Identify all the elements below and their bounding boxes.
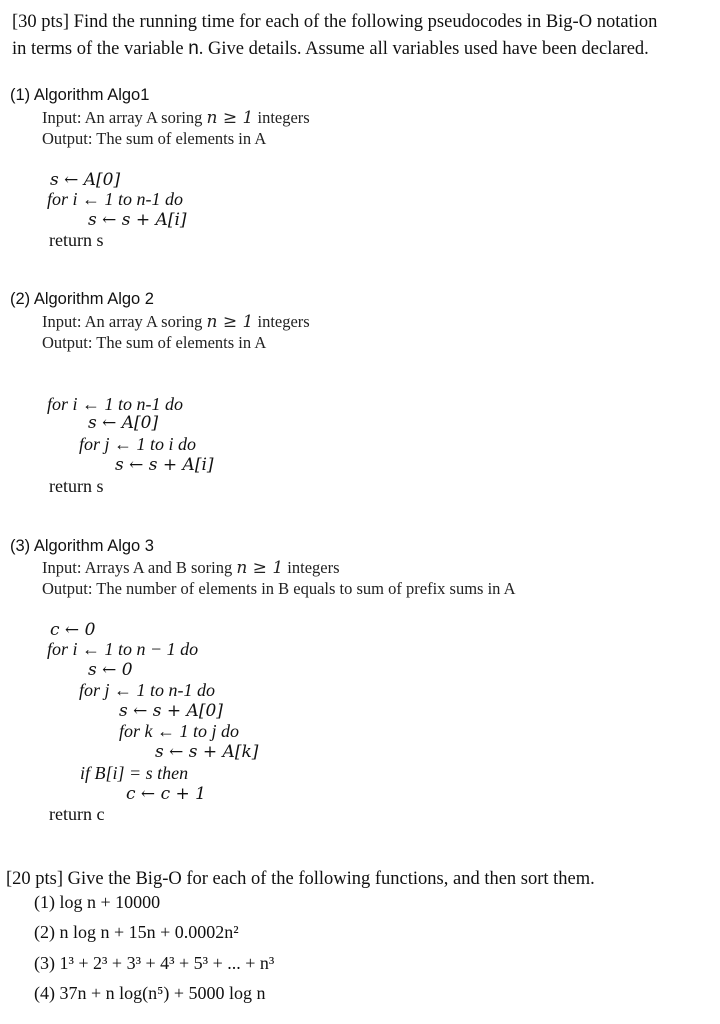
algo2-input-suffix: integers [253, 312, 310, 331]
function-item-4: (4) 37n + n log(n⁵) + 5000 log n [34, 983, 266, 1003]
algo3-input-suffix: integers [283, 558, 340, 577]
question-intro-line1: [30 pts] Find the running time for each of the following pseudocodes in Big-O notation [12, 12, 658, 32]
algo1-line-3: s ← s + A[i] [88, 210, 187, 230]
algo1-line-1: s ← A[0] [50, 170, 121, 190]
algo1-line-4: return s [49, 230, 104, 250]
algo2-input [42, 312, 310, 332]
algo2-line-1: for i ← 1 to n-1 do [47, 394, 184, 414]
algo3-line-3: s ← 0 [88, 660, 133, 680]
algo1-input-prefix: Input: An array A soring [42, 108, 207, 127]
algo2-heading: (2) Algorithm Algo 2 [10, 290, 154, 308]
function-item-3: (3) 1³ + 2³ + 3³ + 4³ + 5³ + ... + n³ [34, 953, 275, 973]
algo2-input-prefix: Input: An array A soring [42, 312, 207, 331]
algo2-line-3: for j ← 1 to i do [79, 434, 197, 454]
algo1-input-suffix: integers [253, 108, 310, 127]
algo3-line-1: c ← 0 [50, 620, 96, 640]
algo3-line-8: if B[i] = s then [80, 763, 189, 783]
algo2-output: Output: The sum of elements in A [42, 333, 267, 352]
algo3-line-7: s ← s + A[k] [155, 742, 259, 762]
algo1-input [42, 108, 310, 128]
intro-line2-suffix: . Give details. Assume all variables used have been declared. [198, 39, 649, 59]
algo3-input [42, 558, 340, 578]
function-item-1: (1) log n + 10000 [34, 892, 161, 912]
algo2-line-2: s ← A[0] [88, 413, 159, 433]
algo3-line-6: for k ← 1 to j do [119, 721, 239, 741]
algo3-input-prefix: Input: Arrays A and B soring [42, 558, 237, 577]
algo2-line-4: s ← s + A[i] [115, 455, 214, 475]
intro-variable: n [188, 38, 199, 59]
algo3-output: Output: The number of elements in B equals to sum of prefix sums in A [42, 579, 516, 598]
algo3-line-2: for i ← 1 to n − 1 do [47, 639, 199, 659]
algo3-line-5: s ← s + A[0] [119, 701, 223, 721]
algo3-line-4: for j ← 1 to n-1 do [79, 680, 216, 700]
algo1-output: Output: The sum of elements in A [42, 129, 267, 148]
question-intro-line2 [12, 37, 649, 61]
algo2-input-math: n ≥ 1 [206, 312, 254, 332]
algo3-heading: (3) Algorithm Algo 3 [10, 537, 154, 555]
function-item-2: (2) n log n + 15n + 0.0002n² [34, 922, 239, 942]
algo3-line-9: c ← c + 1 [126, 784, 206, 804]
algo3-line-10: return c [49, 804, 105, 824]
algo2-line-5: return s [49, 476, 104, 496]
part2-heading: [20 pts] Give the Big-O for each of the following functions, and then sort them. [6, 869, 595, 889]
algo3-input-math: n ≥ 1 [236, 558, 284, 578]
algo1-heading: (1) Algorithm Algo1 [10, 86, 150, 104]
algo1-input-math: n ≥ 1 [206, 108, 254, 128]
algo1-line-2: for i ← 1 to n-1 do [47, 189, 184, 209]
intro-line2-prefix: in terms of the variable [12, 39, 189, 59]
